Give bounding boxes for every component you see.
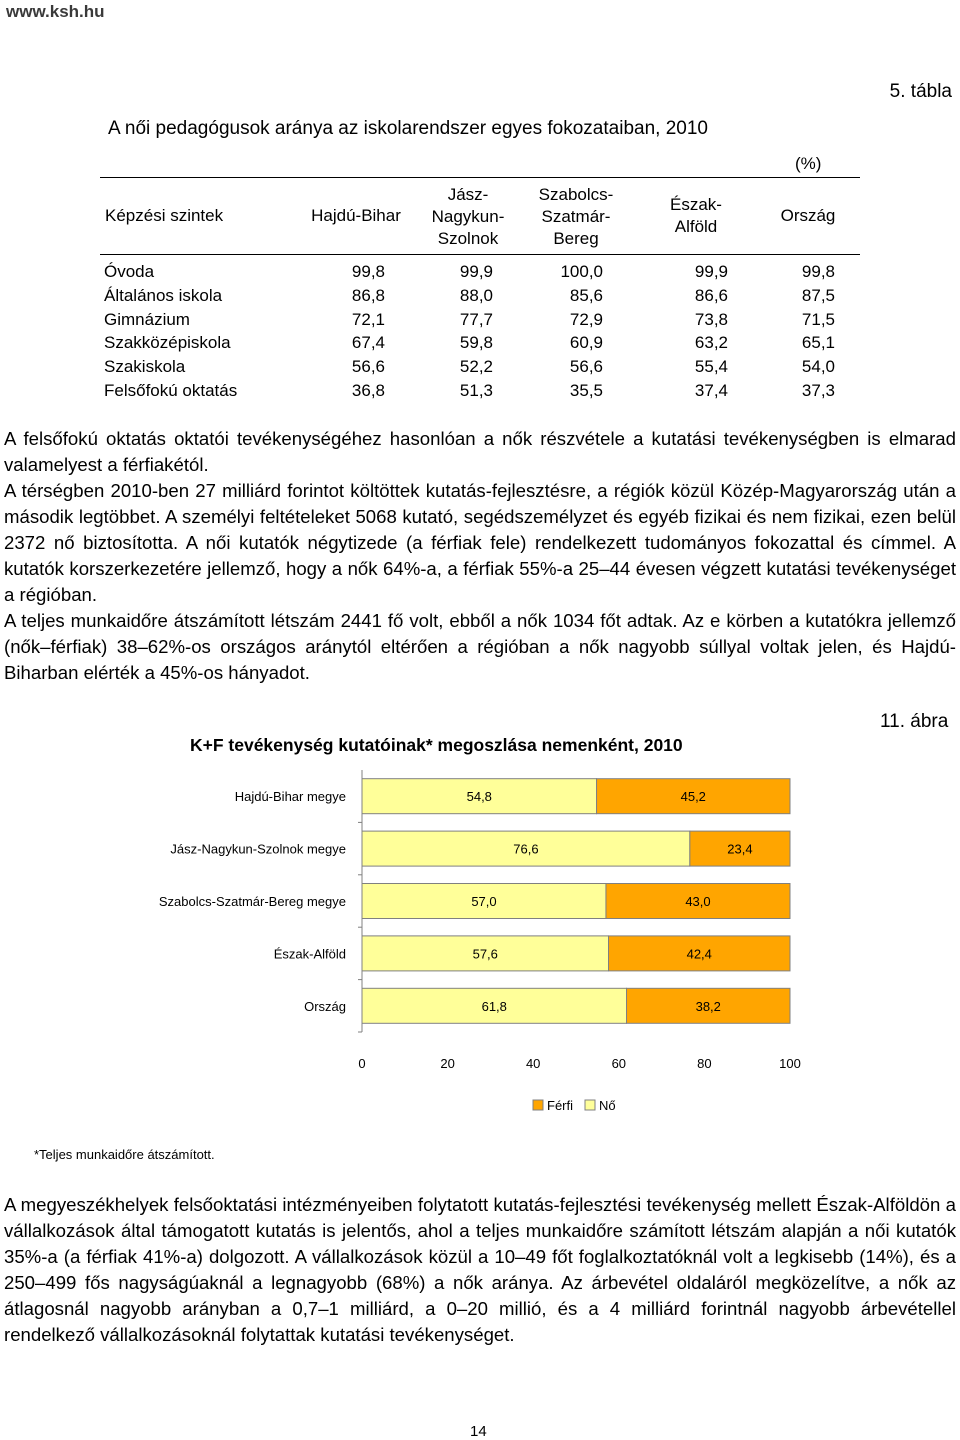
data-label: 43,0 <box>685 894 711 909</box>
category-label: Szabolcs-Szatmár-Bereg megye <box>158 894 346 909</box>
data-label: 57,0 <box>471 894 497 909</box>
cell-value: 71,5 <box>801 310 835 329</box>
x-tick-label: 20 <box>440 1056 455 1071</box>
category-label: Jász-Nagykun-Szolnok megye <box>170 841 346 857</box>
row-label: Óvoda <box>104 262 155 281</box>
cell-value: 100,0 <box>560 262 603 281</box>
cell-value: 99,8 <box>801 262 835 281</box>
footnote: *Teljes munkaidőre átszámított. <box>34 1147 215 1162</box>
data-label: 61,8 <box>481 998 507 1014</box>
row-label: Szakiskola <box>104 357 186 376</box>
table-header-rule <box>100 254 860 255</box>
cell-value: 72,1 <box>351 310 385 329</box>
paragraph: A megyeszékhelyek felsőoktatási intézményeiben folytatott kutatás-fejlesztési tevékenység mellett Észak-Alföldön a vállalkozások által támogatott kutatás is jelentős, ahol a teljes munkaidőre számított létszám alapján a női kutatók 35%-a (a férfiak 41%-a) dolgozott. A vállalkozások közül a 10–49 főt foglalkoztatóknál volt a legkisebb (14%), és a 250–499 fős nagyságúaknál a legnagyobb (68%) a nők aránya. Az árbevétel oldaláról megközelítve, a nők az átlagosnál nagyobb arányban a 0,7–1 milliárd, a 0–20 millió, és a 4 milliárd forintnál nagyobb árbevétellel rendelkező vállalkozásoknál folytattak kutatási tevékenységet. <box>4 1194 956 1345</box>
table-column-header: Ország <box>780 206 836 225</box>
row-label: Szakközépiskola <box>104 333 231 352</box>
cell-value: 73,8 <box>694 310 728 329</box>
table-column-header: Szabolcs- Szatmár- Bereg <box>538 185 614 248</box>
cell-value: 67,4 <box>351 333 385 352</box>
cell-value: 65,1 <box>801 333 835 352</box>
x-tick-label: 80 <box>697 1056 712 1071</box>
cell-value: 55,4 <box>694 357 728 376</box>
legend-swatch <box>533 1100 543 1110</box>
cell-value: 72,9 <box>569 310 603 329</box>
cell-value: 86,6 <box>694 286 728 305</box>
cell-value: 37,4 <box>694 381 728 400</box>
legend-label: Nő <box>599 1098 616 1113</box>
x-tick-label: 0 <box>358 1056 366 1071</box>
category-label: Észak-Alföld <box>273 946 346 962</box>
page-number: 14 <box>470 1423 487 1440</box>
paragraph: A felsőfokú oktatás oktatói tevékenységéhez hasonlóan a nők részvétele a kutatási tevékenységben is elmarad valamelyest a férfiakétól. <box>4 428 956 475</box>
data-label: 45,2 <box>680 789 706 805</box>
cell-value: 52,2 <box>459 357 493 376</box>
cell-value: 37,3 <box>801 381 835 400</box>
cell-value: 87,5 <box>801 286 835 305</box>
table-number: 5. tábla <box>889 81 952 102</box>
table-top-rule <box>100 177 860 178</box>
site-url[interactable]: www.ksh.hu <box>6 2 105 21</box>
row-label: Általános iskola <box>104 286 223 305</box>
data-label: 54,8 <box>466 789 492 805</box>
table-title: A női pedagógusok aránya az iskolarendszer egyes fokozataiban, 2010 <box>108 118 708 139</box>
legend-label: Férfi <box>547 1098 573 1113</box>
row-label: Gimnázium <box>104 310 190 329</box>
cell-value: 86,8 <box>351 286 385 305</box>
cell-value: 51,3 <box>459 381 493 400</box>
category-label: Ország <box>304 998 346 1014</box>
cell-value: 59,8 <box>459 333 493 352</box>
data-label: 76,6 <box>513 841 539 857</box>
paragraph: A térségben 2010-ben 27 milliárd forintot költöttek kutatás-fejlesztésre, a régiók közül Közép-Magyarország után a második legtöbbet. A személyi feltételeket 5068 kutató, segédszemélyzet és egyéb fizikai és nem fizikai, ezen belül 2372 nő biztosította. A női kutatók négytizede (a férfiak fele) rendelkezett tudományos fokozattal és címmel. A kutatók korszerkezetére jellemző, hogy a nők 64%-a, a férfiak 55%-a 25–44 évesen végzett kutatási tevékenységet a régióban. <box>4 480 956 605</box>
cell-value: 36,8 <box>351 381 385 400</box>
x-tick-label: 40 <box>525 1056 541 1071</box>
stacked-bar-chart <box>0 770 960 1130</box>
cell-value: 56,6 <box>351 357 385 376</box>
data-label: 57,6 <box>472 946 498 962</box>
cell-value: 99,9 <box>459 262 493 281</box>
cell-value: 56,6 <box>569 357 603 376</box>
cell-value: 54,0 <box>801 357 835 376</box>
row-label: Felsőfokú oktatás <box>104 381 238 400</box>
table-column-header: Jász- Nagykun- Szolnok <box>431 185 505 248</box>
table-column-header: Képzési szintek <box>105 206 224 225</box>
table-column-header: Észak- Alföld <box>670 195 722 236</box>
table-unit: (%) <box>795 154 822 173</box>
x-tick-label: 60 <box>611 1056 627 1071</box>
category-label: Hajdú-Bihar megye <box>234 789 346 805</box>
legend-swatch <box>585 1100 595 1110</box>
data-label: 42,4 <box>686 946 712 962</box>
table-column-header: Hajdú-Bihar <box>311 206 401 225</box>
figure-number: 11. ábra <box>880 711 949 732</box>
cell-value: 63,2 <box>694 333 728 352</box>
cell-value: 77,7 <box>459 310 493 329</box>
x-tick-label: 100 <box>779 1056 801 1071</box>
chart-title: K+F tevékenység kutatóinak* megoszlása nemenként, 2010 <box>190 735 683 755</box>
cell-value: 60,9 <box>569 333 603 352</box>
cell-value: 99,9 <box>694 262 728 281</box>
cell-value: 99,8 <box>351 262 385 281</box>
cell-value: 88,0 <box>459 286 493 305</box>
cell-value: 35,5 <box>569 381 603 400</box>
cell-value: 85,6 <box>569 286 603 305</box>
data-label: 23,4 <box>727 841 753 857</box>
data-label: 38,2 <box>695 998 721 1014</box>
paragraph: A teljes munkaidőre átszámított létszám 2441 fő volt, ebből a nők 1034 főt adtak. Az e körben a kutatókra jellemző (nők–férfiak) 38–62%-os országos aránytól eltérően a régióban a nők nagyobb súllyal voltak jelen, és Hajdú-Biharban elérték a 45%-os hányadot. <box>4 610 956 683</box>
